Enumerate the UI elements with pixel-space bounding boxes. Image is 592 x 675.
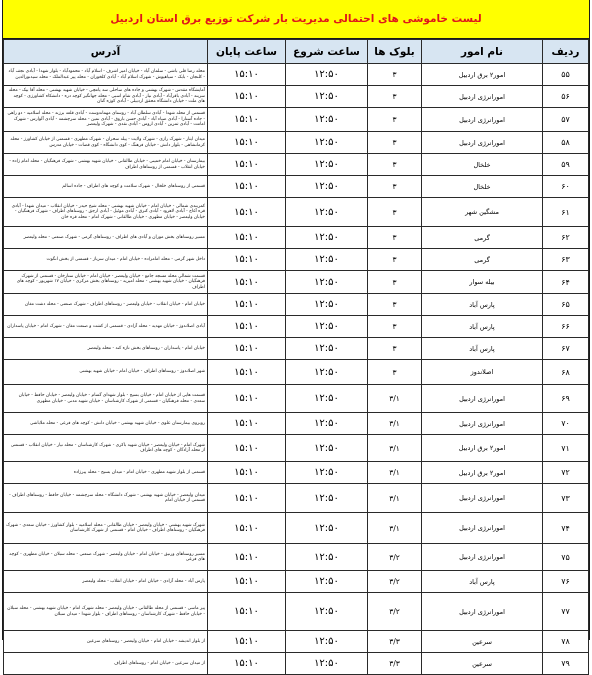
cell-start: ۱۲:۵۰	[286, 435, 368, 462]
cell-start: ۱۲:۵۰	[286, 154, 368, 176]
table-row	[4, 435, 589, 462]
cell-start: ۱۲:۵۰	[286, 631, 368, 653]
cell-address: قسمتی از روستاهای خلخال - شهرک سلامت و کوچه های اطراف - جاده اسالم	[4, 176, 208, 198]
table-row	[4, 484, 589, 513]
cell-start: ۱۲:۵۰	[286, 316, 368, 338]
cell-block: ۳	[368, 64, 422, 86]
cell-row: ۵۸	[543, 132, 589, 154]
table-row	[4, 593, 589, 631]
cell-block: ۳/۱	[368, 413, 422, 435]
cell-start: ۱۲:۵۰	[286, 360, 368, 385]
cell-start: ۱۲:۵۰	[286, 227, 368, 249]
cell-start: ۱۲:۵۰	[286, 271, 368, 294]
cell-block: ۳/۱	[368, 462, 422, 484]
cell-address: بیمارستان - خیابان امام خمینی - خیابان طالقانی - خیابان شهید بهشتی - شهرک فرهنگیان - محله امام زاده - خیابان انقلاب - قسمتی از روستاهای اطراف	[4, 154, 208, 176]
cell-end: ۱۵:۱۰	[208, 316, 286, 338]
cell-row: ۶۳	[543, 249, 589, 271]
cell-address: شهرک شهید بهشتی - خیابان ولیعصر - خیابان طالقانی - محله اسلامیه - بلوار کشاورز - خیابان سعدی - شهرک فرهنگیان - روستاهای اطراف - خیابان امام - قسمتی از شهرک کارشناسان	[4, 513, 208, 544]
table-row	[4, 571, 589, 593]
cell-end: ۱۵:۱۰	[208, 338, 286, 360]
header-row	[4, 40, 589, 64]
cell-end: ۱۵:۱۰	[208, 249, 286, 271]
cell-address: کمربندی شمالی - خیابان امام - خیابان شهید بهشتی - محله شیخ حیدر - خیابان انقلاب - میدان شهدا - آبادی قره آغاج - آبادی لاهرود - آبادی کنزق - آبادی موئیل - آبادی ارجق - روستاهای اطراف - شهرک فرهنگیان - خیابان ولیعصر - خیابان مطهری - خیابان طالقانی - شهرک امام - محله قره خان	[4, 198, 208, 227]
col-header-row: ردیف	[543, 40, 589, 64]
cell-name: امورانرژی اردبیل	[422, 544, 543, 571]
cell-block: ۳	[368, 338, 422, 360]
table-row	[4, 108, 589, 132]
table-row	[4, 316, 589, 338]
cell-end: ۱۵:۱۰	[208, 631, 286, 653]
cell-name: امورانرژی اردبیل	[422, 413, 543, 435]
cell-end: ۱۵:۱۰	[208, 198, 286, 227]
cell-start: ۱۲:۵۰	[286, 544, 368, 571]
table-row	[4, 176, 589, 198]
cell-name: پارس آباد	[422, 338, 543, 360]
table-row	[4, 631, 589, 653]
table-row	[4, 513, 589, 544]
cell-name: سرعین	[422, 653, 543, 675]
cell-block: ۳	[368, 227, 422, 249]
cell-row: ۷۲	[543, 462, 589, 484]
table-header	[4, 40, 589, 64]
cell-name: گرمی	[422, 249, 543, 271]
cell-start: ۱۲:۵۰	[286, 593, 368, 631]
table-body	[4, 64, 589, 675]
cell-block: ۳	[368, 316, 422, 338]
cell-row: ۵۶	[543, 86, 589, 108]
cell-start: ۱۲:۵۰	[286, 571, 368, 593]
cell-row: ۷۶	[543, 571, 589, 593]
cell-address: قسمت هایی از خیابان امام - خیابان بسیج - بلوار شهدای گمنام - خیابان ولیعصر - خیابان حافظ - خیابان سعدی - محله فرهنگیان - قسمتی از شهرک کارشناسان - خیابان شهید مدنی - خیابان مطهری	[4, 385, 208, 413]
cell-end: ۱۵:۱۰	[208, 484, 286, 513]
col-header-address: آدرس	[4, 40, 208, 64]
cell-start: ۱۲:۵۰	[286, 132, 368, 154]
cell-address: روبروی بیمارستان علوی - خیابان شهید بهشتی - خیابان دانش - کوچه های فرعی - محله ملاباشی	[4, 413, 208, 435]
cell-address: محله رضا قلی باشی - سلمان آباد - خیابان امیر اشرف - اسلام آباد - محمودآباد - بلوار شهدا - آبادی نجف آباد - کلنجان - بابک - سیاهپوش - شهرک اسلام آباد - آبادی کلخوران - محله پیر عبدالملک - محله سیدنورالدین	[4, 64, 208, 86]
cell-start: ۱۲:۵۰	[286, 338, 368, 360]
cell-row: ۷۷	[543, 593, 589, 631]
cell-name: امور۲ برق اردبیل	[422, 435, 543, 462]
cell-name: پارس آباد	[422, 571, 543, 593]
cell-name: امورانرژی اردبیل	[422, 385, 543, 413]
cell-row: ۶۷	[543, 338, 589, 360]
cell-start: ۱۲:۵۰	[286, 86, 368, 108]
cell-start: ۱۲:۵۰	[286, 294, 368, 316]
cell-row: ۷۱	[543, 435, 589, 462]
cell-start: ۱۲:۵۰	[286, 484, 368, 513]
cell-end: ۱۵:۱۰	[208, 653, 286, 675]
table-row	[4, 249, 589, 271]
cell-block: ۳/۱	[368, 435, 422, 462]
cell-row: ۶۴	[543, 271, 589, 294]
cell-end: ۱۵:۱۰	[208, 176, 286, 198]
cell-name: خلخال	[422, 154, 543, 176]
cell-row: ۷۴	[543, 513, 589, 544]
cell-name: خلخال	[422, 176, 543, 198]
cell-block: ۳/۳	[368, 631, 422, 653]
table-row	[4, 544, 589, 571]
cell-end: ۱۵:۱۰	[208, 86, 286, 108]
cell-end: ۱۵:۱۰	[208, 294, 286, 316]
table-row	[4, 413, 589, 435]
table-row	[4, 227, 589, 249]
cell-row: ۵۷	[543, 108, 589, 132]
cell-row: ۶۶	[543, 316, 589, 338]
cell-address: از بلوار اندیشه - خیابان امام - خیابان ولیعصر - روستاهای سرعین	[4, 631, 208, 653]
cell-name: امورانرژی اردبیل	[422, 86, 543, 108]
cell-start: ۱۲:۵۰	[286, 462, 368, 484]
cell-start: ۱۲:۵۰	[286, 198, 368, 227]
cell-block: ۳/۳	[368, 653, 422, 675]
cell-address: میدان ایثار - شهرک رازی - شهرک ولایت - پیله سحران - شهرک مطهری - قسمتی از خیابان کشاورز - محله کرمانشاهی - بلوار دانش - خیابان فرهنگ - کوی دانشگاه - کوی قضات - خیابان مدرس	[4, 132, 208, 154]
cell-end: ۱۵:۱۰	[208, 64, 286, 86]
sheet-title: لیست خاموشی های احتمالی مدیریت بار شرکت توزیع برق استان اردبیل	[110, 13, 482, 25]
sheet-title-bar	[3, 0, 589, 39]
cell-address: شهر اصلاندوز - روستاهای اطراف - خیابان امام - خیابان شهید بهشتی	[4, 360, 208, 385]
cell-block: ۳	[368, 176, 422, 198]
cell-end: ۱۵:۱۰	[208, 154, 286, 176]
cell-row: ۶۸	[543, 360, 589, 385]
cell-block: ۳	[368, 198, 422, 227]
table-row	[4, 64, 589, 86]
cell-block: ۳/۲	[368, 593, 422, 631]
cell-name: امورانرژی اردبیل	[422, 484, 543, 513]
table-row	[4, 385, 589, 413]
cell-address: آبادی اصلاندوز - خیابان مهدیه - محله آزادی - قسمتی از کشت و صنعت مغان - شهرک امام - خیابان پاسداران	[4, 316, 208, 338]
cell-name: بیله سوار	[422, 271, 543, 294]
outage-table	[3, 39, 589, 675]
cell-end: ۱۵:۱۰	[208, 435, 286, 462]
cell-row: ۶۰	[543, 176, 589, 198]
cell-address: میدان ولیعصر - خیابان شهید بهشتی - شهرک دانشگاه - محله سرچشمه - خیابان حافظ - روستاهای اطراف - قسمتی از خیابان امام	[4, 484, 208, 513]
cell-address: داخل شهر گرمی - محله امامزاده - خیابان امام - میدان سرباز - قسمتی از بخش انگوت	[4, 249, 208, 271]
cell-block: ۳/۱	[368, 385, 422, 413]
table-row	[4, 360, 589, 385]
cell-name: امورانرژی اردبیل	[422, 108, 543, 132]
cell-name: امورانرژی اردبیل	[422, 132, 543, 154]
cell-end: ۱۵:۱۰	[208, 360, 286, 385]
cell-row: ۷۳	[543, 484, 589, 513]
cell-row: ۷۰	[543, 413, 589, 435]
table-row	[4, 154, 589, 176]
cell-block: ۳	[368, 249, 422, 271]
cell-end: ۱۵:۱۰	[208, 513, 286, 544]
col-header-end: ساعت پایان	[208, 40, 286, 64]
table-row	[4, 338, 589, 360]
cell-row: ۷۸	[543, 631, 589, 653]
cell-address: آمایشگاه مقدس - شهرک بهشتی و جاده های ساحلی سد یامچی - خیابان شهید بهشتی - محله آقا بیک - محله سربند - آبادی باقرآباد - آبادی نیار - آبادی شام اسبی - محله جهانگیر کوچه دره - دانشکاه کشاورزی - کوچه های ملت - خیابان دانشگاه محقق اردبیلی - آبادی کوزه گنان	[4, 86, 208, 108]
cell-row: ۶۱	[543, 198, 589, 227]
cell-row: ۵۹	[543, 154, 589, 176]
cell-address: خیابان امام - خیابان انقلاب - خیابان ولیعصر - روستاهای اطراف - شهرک صنعتی - محله دشت مغان	[4, 294, 208, 316]
outage-sheet	[2, 0, 590, 669]
col-header-start: ساعت شروع	[286, 40, 368, 64]
cell-start: ۱۲:۵۰	[286, 64, 368, 86]
cell-name: پارس آباد	[422, 316, 543, 338]
cell-end: ۱۵:۱۰	[208, 544, 286, 571]
cell-block: ۳/۲	[368, 544, 422, 571]
cell-end: ۱۵:۱۰	[208, 571, 286, 593]
cell-start: ۱۲:۵۰	[286, 653, 368, 675]
cell-block: ۳/۲	[368, 571, 422, 593]
cell-name: اصلاندوز	[422, 360, 543, 385]
cell-name: امور۲ برق اردبیل	[422, 64, 543, 86]
cell-start: ۱۲:۵۰	[286, 108, 368, 132]
cell-block: ۳	[368, 132, 422, 154]
cell-row: ۶۵	[543, 294, 589, 316]
table-row	[4, 653, 589, 675]
cell-address: قسمتی از بلوار شهید مطهری - خیابان امام - میدان بسیج - محله پیرزاده	[4, 462, 208, 484]
cell-row: ۵۵	[543, 64, 589, 86]
cell-end: ۱۵:۱۰	[208, 227, 286, 249]
cell-row: ۶۲	[543, 227, 589, 249]
cell-block: ۳/۱	[368, 484, 422, 513]
cell-name: امورانرژی اردبیل	[422, 593, 543, 631]
cell-block: ۳	[368, 154, 422, 176]
cell-end: ۱۵:۱۰	[208, 593, 286, 631]
cell-address: مسیر روستاهای ورنیق - خیابان امام - خیابان ولیعصر - شهرک صنعتی - محله سبلان - خیابان مطهری - کوچه های فرعی	[4, 544, 208, 571]
cell-name: امور۲ برق اردبیل	[422, 462, 543, 484]
cell-block: ۳	[368, 108, 422, 132]
table-row	[4, 86, 589, 108]
cell-block: ۳	[368, 294, 422, 316]
cell-address: پارس آباد - محله آزادی - خیابان امام - خیابان انقلاب - محله ولیعصر	[4, 571, 208, 593]
cell-name: پارس آباد	[422, 294, 543, 316]
cell-row: ۷۵	[543, 544, 589, 571]
table-row	[4, 294, 589, 316]
table-row	[4, 132, 589, 154]
cell-row: ۷۹	[543, 653, 589, 675]
cell-address: شهرک امام - خیابان ولیعصر - خیابان شهید باکری - شهرک کارشناسان - محله نیار - خیابان انقلاب - قسمتی از محله آزادگان - کوچه های اطراف	[4, 435, 208, 462]
col-header-name: نام امور	[422, 40, 543, 64]
cell-address: پیر ماسی - قسمتی از محله طالقانی - خیابان ولیعصر - محله شهرک امام - خیابان شهید بهشتی - محله سبلان - خیابان حافظ - شهرک کارشناسان - روستاهای اطراف - بلوار شهدا - میدان سبلان	[4, 593, 208, 631]
cell-start: ۱۲:۵۰	[286, 413, 368, 435]
cell-start: ۱۲:۵۰	[286, 513, 368, 544]
table-row	[4, 462, 589, 484]
cell-block: ۳	[368, 271, 422, 294]
cell-end: ۱۵:۱۰	[208, 108, 286, 132]
cell-address: قسمت شمالی محله مسجد جامع - خیابان ولیعصر - خیابان امام - خیابان ستارخان - قسمتی از شهرک فرهنگیان - خیابان شهید بهشتی - محله امیریه - روستاهای بخش مرکزی - خیابان ۱۷ شهریور - کوچه های اطراف	[4, 271, 208, 294]
cell-start: ۱۲:۵۰	[286, 176, 368, 198]
cell-end: ۱۵:۱۰	[208, 132, 286, 154]
cell-block: ۳	[368, 86, 422, 108]
cell-end: ۱۵:۱۰	[208, 462, 286, 484]
cell-name: امورانرژی اردبیل	[422, 513, 543, 544]
cell-row: ۶۹	[543, 385, 589, 413]
cell-end: ۱۵:۱۰	[208, 413, 286, 435]
cell-address: قسمتی از محله شهدا - آبادی سلطان آباد - روستای مهماندوست - آبادی قلعه برزند - محله اسلامیه - دو راهی - جاده آستارا - آبادی ضیاء آباد - آبادی حسن باروق - آبادی نمین - محله سرچشمه - آبادی آلوارس - شهرک امامت - آبادی ثمرین - آبادی اروس - آبادی نقدی - شهرک ولیعصر	[4, 108, 208, 132]
table-row	[4, 271, 589, 294]
cell-start: ۱۲:۵۰	[286, 385, 368, 413]
cell-address: از میدان سرعین - خیابان امام - روستاهای اطراف	[4, 653, 208, 675]
cell-address: مسیر روستاهای بخش موران و آبادی های اطراف - روستاهای گرمی - شهرک صنعتی - محله ولیعصر	[4, 227, 208, 249]
cell-name: گرمی	[422, 227, 543, 249]
cell-end: ۱۵:۱۰	[208, 271, 286, 294]
cell-block: ۳/۱	[368, 513, 422, 544]
cell-end: ۱۵:۱۰	[208, 385, 286, 413]
cell-address: خیابان امام - پاسداران - روستاهای بخش تازه کند - محله ولیعصر	[4, 338, 208, 360]
cell-name: مشگین شهر	[422, 198, 543, 227]
cell-start: ۱۲:۵۰	[286, 249, 368, 271]
table-row	[4, 198, 589, 227]
col-header-block: بلوک ها	[368, 40, 422, 64]
cell-block: ۳	[368, 360, 422, 385]
cell-name: سرعین	[422, 631, 543, 653]
